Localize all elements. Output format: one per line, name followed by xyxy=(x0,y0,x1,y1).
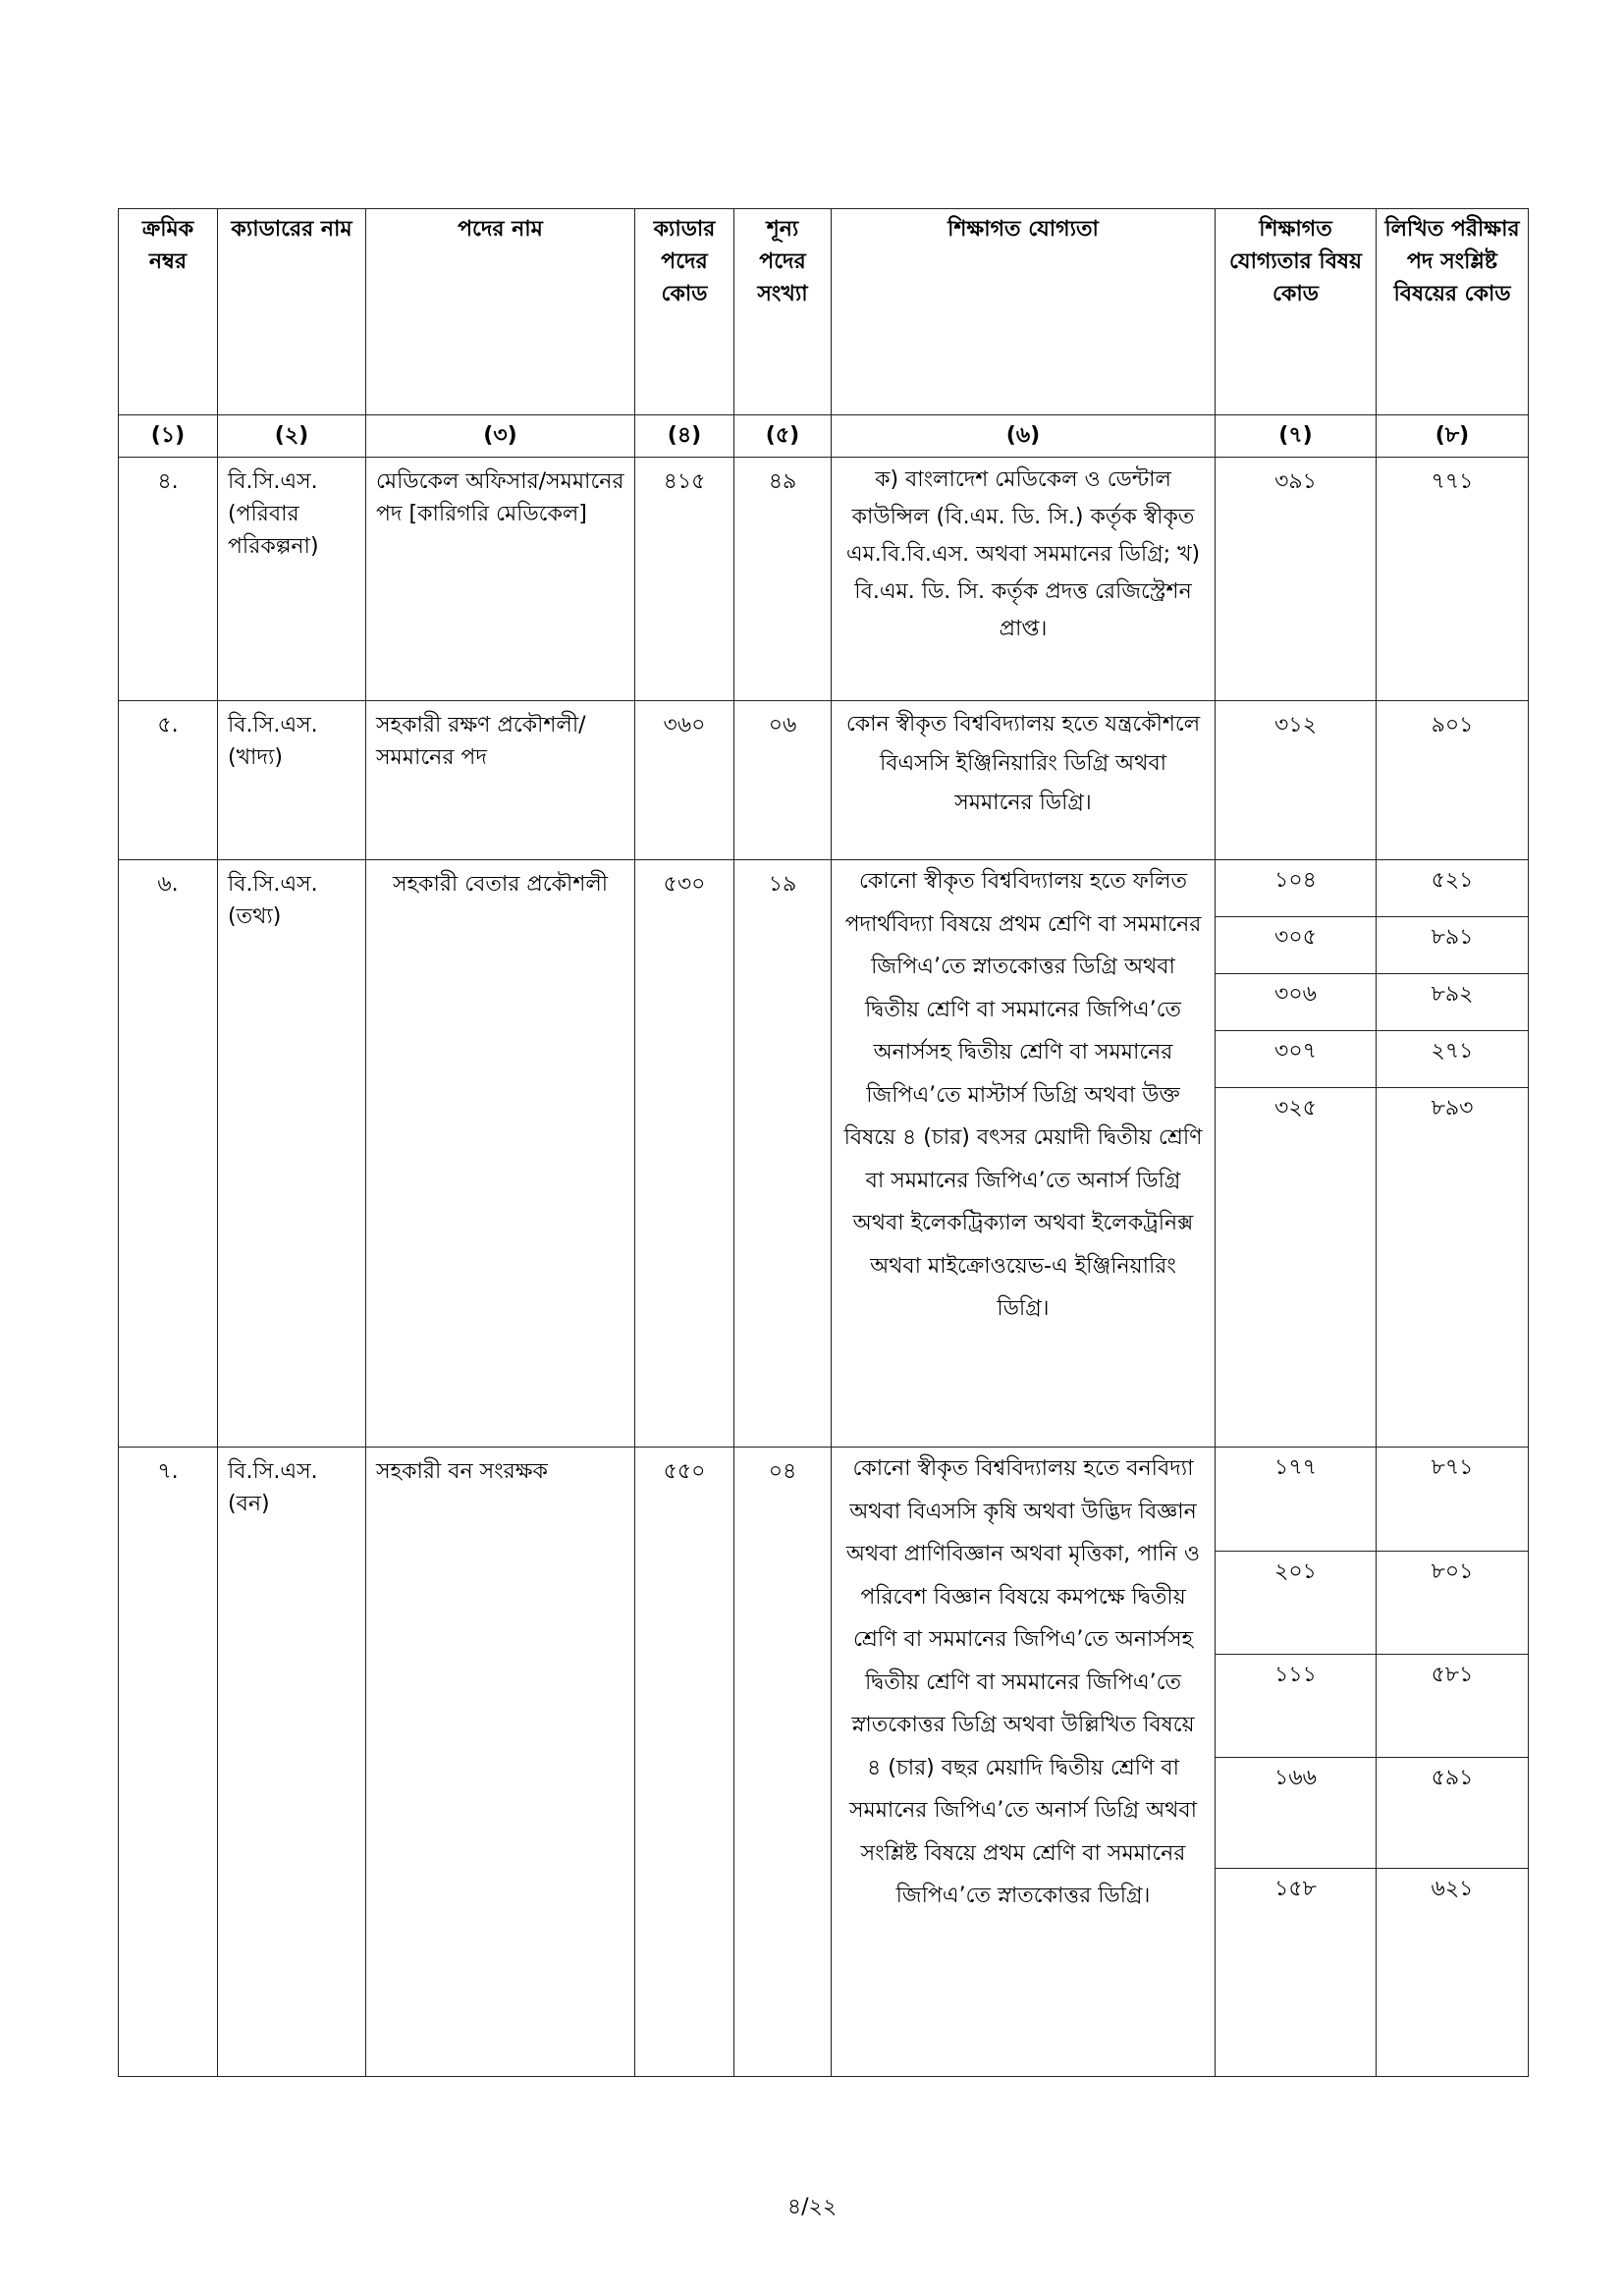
header-serial: ক্রমিক নম্বর xyxy=(119,209,218,415)
written-code-group xyxy=(1377,860,1529,1448)
written-code-cell: ৯০১ xyxy=(1377,701,1529,860)
written-code-cell: ৮৭১ xyxy=(1377,1448,1528,1552)
written-code-cell: ৬২১ xyxy=(1431,1877,1474,1901)
qualification-cell: কোন স্বীকৃত বিশ্ববিদ্যালয় হতে যন্ত্রকৌশলে বিএসসি ইঞ্জিনিয়ারিং ডিগ্রি অথবা সমমানের ডিগ্রি। xyxy=(832,701,1216,860)
serial-cell: ৬. xyxy=(119,860,218,1448)
page-number: ৪/২২ xyxy=(786,2195,838,2219)
column-number-row xyxy=(119,415,1529,458)
subject-code-cell: ৩০৫ xyxy=(1216,917,1376,974)
col-number: (১) xyxy=(119,415,218,458)
qualification-cell: ক) বাংলাদেশ মেডিকেল ও ডেন্টাল কাউন্সিল (বি.এম. ডি. সি.) কর্তৃক স্বীকৃত এম.বি.বি.এস. অথবা সমমানের ডিগ্রি; খ) বি.এম. ডি. সি. কর্তৃক প্রদত্ত রেজিস্ট্রেশন প্রাপ্ত। xyxy=(832,458,1216,701)
post-cell: সহকারী রক্ষণ প্রকৌশলী/ সমমানের পদ xyxy=(366,701,635,860)
subject-code-cell: ১৬৬ xyxy=(1216,1758,1376,1869)
written-code-cell: ৮৯২ xyxy=(1377,974,1528,1031)
written-code-group xyxy=(1377,1448,1529,2077)
cadre-cell: বি.সি.এস. (খাদ্য) xyxy=(218,701,366,860)
subject-code-group xyxy=(1216,860,1377,1448)
post-code-cell: ৫৫০ xyxy=(635,1448,734,2077)
header-qualification: শিক্ষাগত যোগ্যতা xyxy=(832,209,1216,415)
col-number: (৭) xyxy=(1216,415,1377,458)
col-number: (৪) xyxy=(635,415,734,458)
subject-code-cell: ৩১২ xyxy=(1216,701,1377,860)
written-code-cell: ২৭১ xyxy=(1377,1031,1528,1088)
serial-cell: ৫. xyxy=(119,701,218,860)
vacancy-cell: ৪৯ xyxy=(734,458,832,701)
qualification-cell: কোনো স্বীকৃত বিশ্ববিদ্যালয় হতে ফলিত পদার্থবিদ্যা বিষয়ে প্রথম শ্রেণি বা সমমানের জিপিএ’তে স্নাতকোত্তর ডিগ্রি অথবা দ্বিতীয় শ্রেণি বা সমমানের জিপিএ’তে অনার্সসহ দ্বিতীয় শ্রেণি বা সমমানের জিপিএ’তে মাস্টার্স ডিগ্রি অথবা উক্ত বিষয়ে ৪ (চার) বৎসর মেয়াদী দ্বিতীয় শ্রেণি বা সমমানের জিপিএ’তে অনার্স ডিগ্রি অথবা ইলেকট্রিক্যাল অথবা ইলেকট্রনিক্স অথবা মাইক্রোওয়েভ-এ ইঞ্জিনিয়ারিং ডিগ্রি। xyxy=(832,860,1216,1448)
col-number: (৩) xyxy=(366,415,635,458)
col-number: (৮) xyxy=(1377,415,1529,458)
header-row xyxy=(119,209,1529,415)
header-cadre: ক্যাডারের নাম xyxy=(218,209,366,415)
col-number: (৫) xyxy=(734,415,832,458)
written-code-cell: ৮৯১ xyxy=(1377,917,1528,974)
post-cell: সহকারী বেতার প্রকৌশলী xyxy=(366,860,635,1448)
written-code-cell: ৫২১ xyxy=(1377,860,1528,917)
subject-code-group xyxy=(1216,1448,1377,2077)
post-code-cell: ৩৬০ xyxy=(635,701,734,860)
written-code-cell: ৮০১ xyxy=(1377,1552,1528,1655)
table-row xyxy=(119,1448,1529,2077)
subject-code-cell: ৩২৫ xyxy=(1274,1096,1317,1121)
col-number: (৬) xyxy=(832,415,1216,458)
cadre-cell: বি.সি.এস. (তথ্য) xyxy=(218,860,366,1448)
subject-code-cell: ৩০৭ xyxy=(1216,1031,1376,1088)
header-vacancy: শূন্য পদের সংখ্যা xyxy=(734,209,832,415)
post-code-cell: ৪১৫ xyxy=(635,458,734,701)
serial-cell: ৭. xyxy=(119,1448,218,2077)
subject-code-cell: ১৫৮ xyxy=(1274,1877,1317,1901)
header-post-code: ক্যাডার পদের কোড xyxy=(635,209,734,415)
post-code-cell: ৫৩০ xyxy=(635,860,734,1448)
table-row xyxy=(119,860,1529,1448)
written-code-cell: ৭৭১ xyxy=(1377,458,1529,701)
serial-cell: ৪. xyxy=(119,458,218,701)
subject-code-cell: ৩৯১ xyxy=(1216,458,1377,701)
subject-code-cell: ২০১ xyxy=(1216,1552,1376,1655)
written-code-cell: ৫৯১ xyxy=(1377,1758,1528,1869)
cadre-post-table xyxy=(118,208,1529,2077)
vacancy-cell: ০৬ xyxy=(734,701,832,860)
table-row xyxy=(119,458,1529,701)
written-code-cell: ৫৮১ xyxy=(1377,1655,1528,1758)
post-cell: মেডিকেল অফিসার/সমমানের পদ [কারিগরি মেডিকেল] xyxy=(366,458,635,701)
subject-code-cell: ১০৪ xyxy=(1216,860,1376,917)
header-post: পদের নাম xyxy=(366,209,635,415)
header-written-code: লিখিত পরীক্ষার পদ সংশ্লিষ্ট বিষয়ের কোড xyxy=(1377,209,1529,415)
cadre-cell: বি.সি.এস. (পরিবার পরিকল্পনা) xyxy=(218,458,366,701)
vacancy-cell: ১৯ xyxy=(734,860,832,1448)
vacancy-cell: ০৪ xyxy=(734,1448,832,2077)
table-row xyxy=(119,701,1529,860)
header-subject-code: শিক্ষাগত যোগ্যতার বিষয় কোড xyxy=(1216,209,1377,415)
post-cell: সহকারী বন সংরক্ষক xyxy=(366,1448,635,2077)
written-code-cell: ৮৯৩ xyxy=(1431,1096,1474,1121)
subject-code-cell: ১৭৭ xyxy=(1216,1448,1376,1552)
col-number: (২) xyxy=(218,415,366,458)
cadre-cell: বি.সি.এস. (বন) xyxy=(218,1448,366,2077)
subject-code-cell: ৩০৬ xyxy=(1216,974,1376,1031)
qualification-cell: কোনো স্বীকৃত বিশ্ববিদ্যালয় হতে বনবিদ্যা অথবা বিএসসি কৃষি অথবা উদ্ভিদ বিজ্ঞান অথবা প্রাণিবিজ্ঞান অথবা মৃত্তিকা, পানি ও পরিবেশ বিজ্ঞান বিষয়ে কমপক্ষে দ্বিতীয় শ্রেণি বা সমমানের জিপিএ’তে অনার্সসহ দ্বিতীয় শ্রেণি বা সমমানের জিপিএ’তে স্নাতকোত্তর ডিগ্রি অথবা উল্লিখিত বিষয়ে ৪ (চার) বছর মেয়াদি দ্বিতীয় শ্রেণি বা সমমানের জিপিএ’তে অনার্স ডিগ্রি অথবা সংশ্লিষ্ট বিষয়ে প্রথম শ্রেণি বা সমমানের জিপিএ’তে স্নাতকোত্তর ডিগ্রি। xyxy=(832,1448,1216,2077)
subject-code-cell: ১১১ xyxy=(1216,1655,1376,1758)
